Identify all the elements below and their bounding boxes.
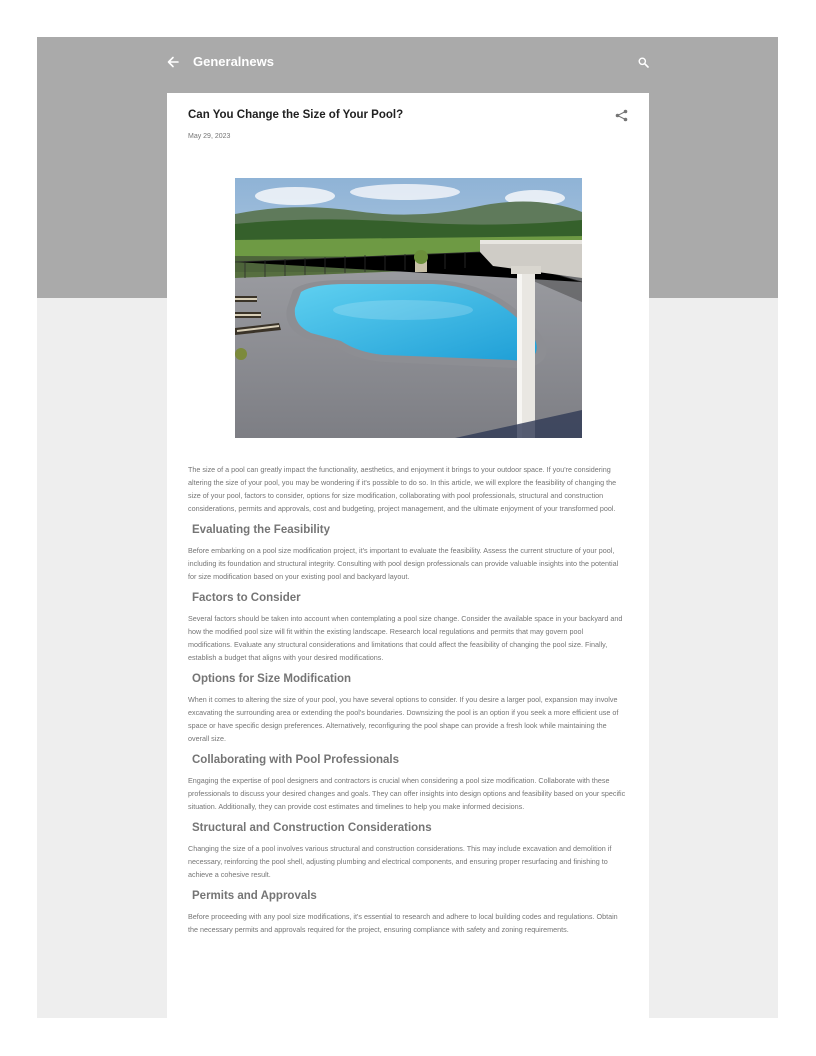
section-paragraph: When it comes to altering the size of your pool, you have several options to consider. If you desire a larger pool, expansion may involve excavating the surrounding area or extending the pool's boundaries. Downsizing the pool is an option if you seek a more efficient use of space or have specific design preferences. Alternatively, reconfiguring the pool shape can provide a fresh look while maintaining the overall size. [188, 695, 619, 743]
section-heading: Structural and Construction Considerations [192, 822, 432, 834]
share-icon[interactable] [615, 109, 628, 122]
site-title[interactable]: Generalnews [193, 54, 274, 69]
section-heading: Collaborating with Pool Professionals [192, 754, 400, 766]
section-heading: Factors to Consider [192, 592, 301, 604]
section-paragraph: Changing the size of a pool involves various structural and construction considerations. This may include excavation and demolition if necessary, reinforcing the pool shell, adjusting plumbing and electrical components, and ensuring proper resurfacing and finishing to achieve a cohesive result. [188, 844, 612, 879]
section-heading: Options for Size Modification [192, 673, 352, 685]
hero-image [235, 178, 582, 438]
section-heading: Evaluating the Feasibility [192, 524, 331, 536]
arrow-left-icon[interactable] [167, 56, 179, 68]
section-paragraph: Several factors should be taken into account when contemplating a pool size change. Consider the available space in your backyard and how the modified pool size will fit within the existing landscape. Research local regulations and permits that may govern pool modifications. Evaluate any structural considerations and limitations that could affect the feasibility of changing the pool size. Finally, establish a budget that aligns with your desired modifications. [188, 614, 623, 662]
post-title: Can You Change the Size of Your Pool? [188, 109, 404, 121]
page-frame [37, 37, 778, 1018]
post-card [167, 93, 649, 1018]
section-paragraph: Before embarking on a pool size modification project, it's important to evaluate the feasibility. Assess the current structure of your pool, including its foundation and structural integrity. Consulting with pool design professionals can provide valuable insights into the potential for size modification based on your existing pool and backyard layout. [188, 546, 619, 581]
top-bar [167, 52, 649, 76]
section-heading: Permits and Approvals [192, 890, 317, 902]
section-paragraph: Engaging the expertise of pool designers and contractors is crucial when considering a pool size modification. Collaborate with these professionals to discuss your desired changes and goals. They can offer insights into design options and feasibility based on your specific situation. Additionally, they can provide cost estimates and timelines to help you make informed decisions. [188, 776, 626, 811]
post-date: May 29, 2023 [188, 133, 231, 140]
section-paragraph: Before proceeding with any pool size modifications, it's essential to research and adhere to local building codes and regulations. Obtain the necessary permits and approvals required for the project, ensuring compliance with safety and zoning requirements. [188, 912, 618, 934]
search-icon[interactable] [638, 57, 649, 68]
intro-paragraph: The size of a pool can greatly impact the functionality, aesthetics, and enjoyment it brings to your outdoor space. If you're considering altering the size of your pool, you may be wondering if it's possible to do so. In this article, we will explore the feasibility of changing the size of your pool, factors to consider, options for size modification, collaborating with pool professionals, structural and construction considerations, permits and approvals, cost and budgeting, project management, and the ultimate enjoyment of your transformed pool. [188, 465, 617, 513]
post-content [188, 463, 628, 944]
